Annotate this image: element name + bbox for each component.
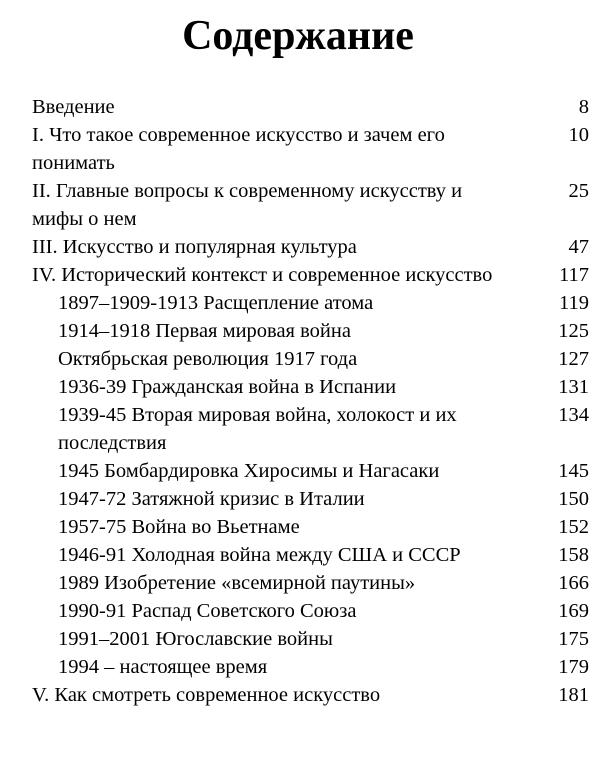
toc-subentry	[32, 541, 589, 569]
toc-entry-page: 169	[558, 600, 589, 622]
toc-entry-page: 134	[558, 404, 589, 426]
toc-entry-page: 125	[558, 320, 589, 342]
toc-entry-page: 117	[559, 264, 589, 286]
toc-entry-page: 127	[558, 348, 589, 370]
toc-subentry	[32, 457, 589, 485]
toc-entry-page: 181	[558, 684, 589, 706]
toc-entry-page: 175	[558, 628, 589, 650]
toc-subentry	[32, 345, 589, 373]
toc-entry-title: III. Искусство и популярная культура	[32, 236, 357, 258]
toc-entry-page: 131	[558, 376, 589, 398]
toc-subentry	[32, 653, 589, 681]
toc-subentry	[32, 401, 589, 457]
toc-entry-title: 1946-91 Холодная война между США и СССР	[58, 544, 461, 566]
toc-entry	[32, 233, 589, 261]
toc-entry-page: 25	[568, 180, 589, 202]
toc-subentry	[32, 373, 589, 401]
toc-entry-title: I. Что такое современное искусство и зачем его понимать	[32, 124, 445, 174]
toc-subentry	[32, 289, 589, 317]
toc-entry-title: IV. Исторический контекст и современное искусство	[32, 264, 493, 286]
toc-entry-title: 1990-91 Распад Советского Союза	[58, 600, 357, 622]
toc-entry	[32, 177, 589, 233]
toc-entry-title: Введение	[32, 96, 115, 118]
toc-subentry	[32, 569, 589, 597]
toc-entry-title: 1897–1909-1913 Расщепление атома	[58, 292, 374, 314]
toc-entry-page: 145	[558, 460, 589, 482]
toc-subentry	[32, 317, 589, 345]
toc-entry-title: 1991–2001 Югославские войны	[58, 628, 333, 650]
toc-entry	[32, 93, 589, 121]
toc-entry-title: II. Главные вопросы к современному искусству и мифы о нем	[32, 180, 463, 230]
toc-entry-page: 47	[568, 236, 589, 258]
toc-entry-page: 119	[559, 292, 589, 314]
toc-entry-page: 152	[558, 516, 589, 538]
toc-entry-page: 158	[558, 544, 589, 566]
toc-entry-title: 1939-45 Вторая мировая война, холокост и их последствия	[58, 404, 457, 454]
toc-entry-page: 10	[568, 124, 589, 146]
page-title: Содержание	[182, 13, 414, 59]
toc-subentry	[32, 513, 589, 541]
table-of-contents	[32, 93, 589, 709]
toc-entry-title: 1989 Изобретение «всемирной паутины»	[58, 572, 416, 594]
toc-subentry	[32, 597, 589, 625]
toc-entry-page: 150	[558, 488, 589, 510]
toc-subentry	[32, 485, 589, 513]
toc-entry-title: 1936-39 Гражданская война в Испании	[58, 376, 397, 398]
toc-entry-title: 1914–1918 Первая мировая война	[58, 320, 351, 342]
toc-entry-page: 8	[578, 96, 589, 118]
toc-entry	[32, 261, 589, 289]
toc-entry-title: 1994 – настоящее время	[58, 656, 268, 678]
toc-entry	[32, 681, 589, 709]
toc-subentry	[32, 625, 589, 653]
toc-entry-title: 1945 Бомбардировка Хиросимы и Нагасаки	[58, 460, 440, 482]
toc-entry-page: 166	[558, 572, 589, 594]
toc-entry-title: 1957-75 Война во Вьетнаме	[58, 516, 300, 538]
toc-entry-title: 1947-72 Затяжной кризис в Италии	[58, 488, 365, 510]
toc-entry-title: V. Как смотреть современное искусство	[32, 684, 381, 706]
toc-entry-title: Октябрьская революция 1917 года	[58, 348, 358, 370]
toc-entry-page: 179	[558, 656, 589, 678]
toc-entry	[32, 121, 589, 177]
